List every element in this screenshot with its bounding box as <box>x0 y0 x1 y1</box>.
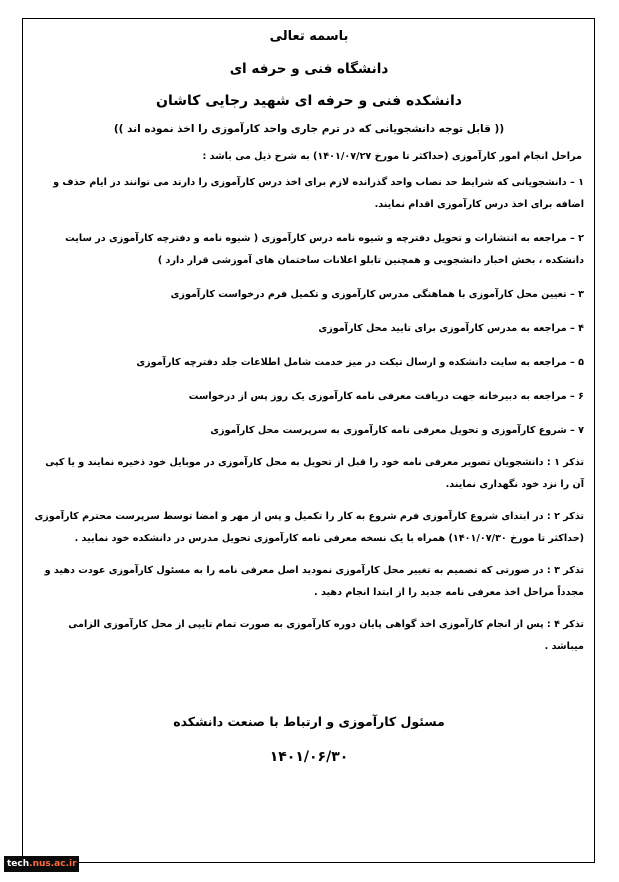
site-accent: .nus.ac.ir <box>29 859 77 869</box>
step-5: ۵ – مراجعه به سایت دانشکده و ارسال تیکت در میز خدمت شامل اطلاعات جلد دفترچه کارآموزی <box>136 357 584 368</box>
step-1: ۱ – دانشجویانی که شرایط حد نصاب واحد گذرانده لازم برای اخذ درس کارآموزی را دارند می توانند در ایام حذف و اضافه برای اخذ درس کارآموزی اقدام نمایند. <box>53 177 584 210</box>
document-body <box>30 24 588 765</box>
step-4: ۴ – مراجعه به مدرس کارآموزی برای تایید محل کارآموزی <box>318 323 584 334</box>
step-2: ۲ – مراجعه به انتشارات و تحویل دفترچه و شیوه نامه درس کارآموزی ( شیوه نامه و دفترچه کارآموزی در سایت دانشکده ، بخش اخبار دانشجویی و همچنین تابلو اعلانات ساختمان های آموزشی قرار دارد ) <box>65 233 584 266</box>
signature-title: مسئول کارآموزی و ارتباط با صنعت دانشکده <box>173 714 445 729</box>
university-name: دانشگاه فنی و حرفه ای <box>229 61 389 77</box>
note-3: تذکر ۳ : در صورتی که تصمیم به تغییر محل کارآموزی نمودید اصل معرفی نامه را به مسئول کارآموزی عودت دهید و مجدداً مراحل اخذ معرفی نامه جدید را از ابتدا انجام دهید . <box>44 565 584 598</box>
step-3: ۳ – تعیین محل کارآموزی با هماهنگی مدرس کارآموزی و تکمیل فرم درخواست کارآموزی <box>170 289 584 300</box>
step-6: ۶ – مراجعه به دبیرخانه جهت دریافت معرفی نامه کارآموزی یک روز پس از درخواست <box>188 391 584 402</box>
step-7: ۷ – شروع کارآموزی و تحویل معرفی نامه کارآموزی به سرپرست محل کارآموزی <box>210 425 584 436</box>
bismillah-heading: باسمه تعالی <box>269 29 349 44</box>
site-prefix: tech <box>7 859 30 869</box>
note-2: تذکر ۲ : در ابتدای شروع کارآموزی فرم شروع به کار را تکمیل و پس از مهر و امضا توسط سرپرست محترم کارآموزی (حداکثر تا مورخ ۱۴۰۱/۰۷/۳۰) همراه با یک نسخه معرفی نامه کارآموزی تحویل مدرس در دانشکده خود نمایید . <box>34 511 584 544</box>
note-1: تذکر ۱ : دانشجویان تصویر معرفی نامه خود را قبل از تحویل به محل کارآموزی در موبایل خود ذخیره نمایند و یا کپی آن را نزد خود نگهداری نمایند. <box>45 457 584 490</box>
document-date: ۱۴۰۱/۰۶/۳۰ <box>269 749 349 765</box>
intro-paragraph: مراحل انجام امور کارآموزی (حداکثر تا مورخ ۱۴۰۱/۰۷/۲۷) به شرح ذیل می باشد : <box>202 151 582 162</box>
note-4: تذکر ۴ : پس از انجام کارآموزی اخذ گواهی پایان دوره کارآموزی به صورت تمام تایپی از محل کارآموزی الزامی میباشد . <box>68 619 584 652</box>
faculty-name: دانشکده فنی و حرفه ای شهید رجایی کاشان <box>156 93 462 109</box>
notice-line: (( قابل توجه دانشجویانی که در ترم جاری واحد کارآموزی را اخذ نموده اند )) <box>113 123 505 135</box>
site-watermark <box>4 856 79 872</box>
